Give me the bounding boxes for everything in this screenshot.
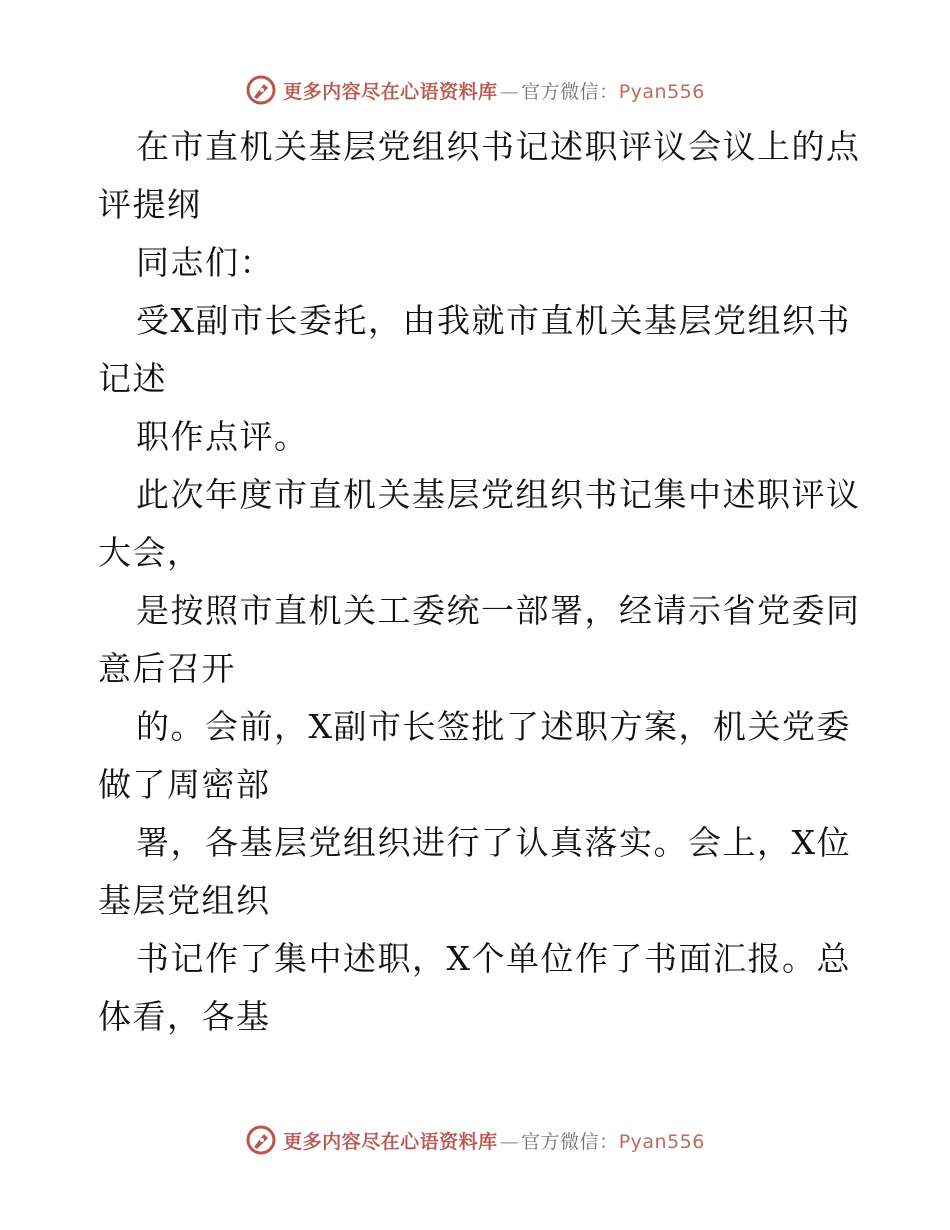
watermark-dash: —	[499, 1130, 520, 1153]
watermark-text	[283, 77, 705, 104]
salutation: 同志们：	[136, 243, 274, 282]
document-body	[98, 118, 861, 1046]
paragraph-line: 大会，	[98, 533, 202, 572]
pen-nib-logo-icon	[245, 1124, 277, 1156]
paragraph-line: 体看，各基	[98, 997, 271, 1036]
pen-nib-logo-icon	[245, 74, 277, 106]
paragraph-line: 是按照市直机关工委统一部署，经请示省党委同	[136, 591, 861, 630]
paragraph-line: 署，各基层党组织进行了认真落实。会上，X位	[136, 823, 851, 862]
paragraph-line: 此次年度市直机关基层党组织书记集中述职评议	[136, 475, 861, 514]
paragraph-line: 基层党组织	[98, 881, 271, 920]
watermark-dash: —	[499, 80, 520, 103]
document-title-line-2: 评提纲	[98, 185, 202, 224]
paragraph-line: 的。会前，X副市长签批了述职方案，机关党委	[136, 707, 851, 746]
paragraph-line: 意后召开	[98, 649, 236, 688]
paragraph-line: 书记作了集中述职，X个单位作了书面汇报。总	[136, 939, 851, 978]
watermark-text	[283, 1127, 705, 1154]
paragraph-line: 记述	[98, 359, 167, 398]
watermark-footer	[0, 1120, 950, 1160]
watermark-header	[0, 70, 950, 110]
watermark-label: 官方微信：	[521, 1130, 619, 1153]
watermark-label: 官方微信：	[521, 80, 619, 103]
paragraph-line: 受X副市长委托，由我就市直机关基层党组织书	[136, 301, 851, 340]
watermark-wechat-id: Pyan556	[618, 80, 705, 103]
watermark-wechat-id: Pyan556	[618, 1130, 705, 1153]
document-title-line-1: 在市直机关基层党组织书记述职评议会议上的点	[136, 127, 861, 166]
paragraph-line: 职作点评。	[136, 417, 309, 456]
watermark-main-text: 更多内容尽在心语资料库	[283, 1130, 498, 1153]
watermark-main-text: 更多内容尽在心语资料库	[283, 80, 498, 103]
paragraph-line: 做了周密部	[98, 765, 271, 804]
